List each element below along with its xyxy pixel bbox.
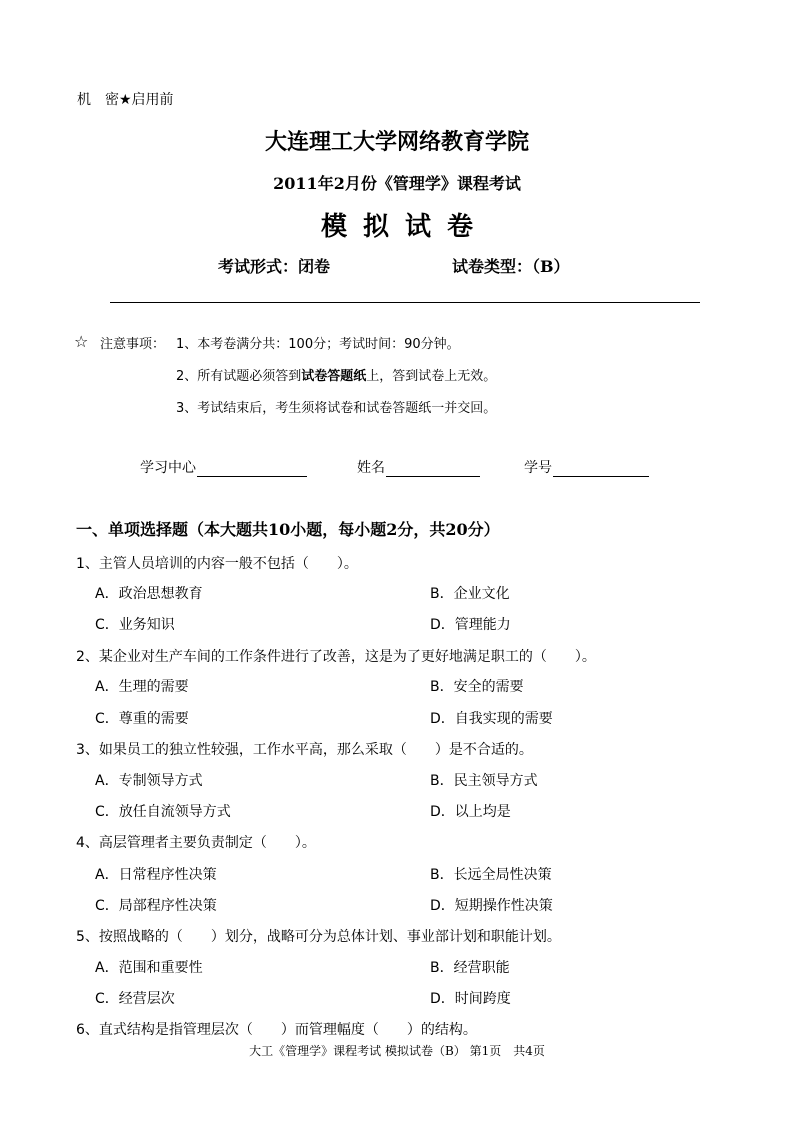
option-d: D．以上均是 bbox=[430, 804, 511, 820]
option-b: B．民主领导方式 bbox=[430, 773, 538, 789]
section-title: 一、单项选择题（本大题共10小题，每小题2分，共20分） bbox=[76, 520, 500, 539]
name-field bbox=[357, 457, 480, 477]
option-c: C．尊重的需要 bbox=[95, 711, 189, 727]
star-icon: ☆ bbox=[74, 332, 89, 351]
study-center-blank bbox=[197, 460, 307, 477]
notice-label: 注意事项： bbox=[100, 337, 166, 352]
option-b: B．企业文化 bbox=[430, 586, 510, 602]
option-c: C．放任自流领导方式 bbox=[95, 804, 231, 820]
notice-item-2-pre: 2、所有试题必须答到 bbox=[176, 369, 302, 384]
name-blank bbox=[386, 460, 480, 477]
option-c: C．局部程序性决策 bbox=[95, 898, 217, 914]
option-d: D．短期操作性决策 bbox=[430, 898, 553, 914]
question-stem: 2、某企业对生产车间的工作条件进行了改善，这是为了更好地满足职工的（ ）。 bbox=[76, 649, 596, 665]
option-a: A．专制领导方式 bbox=[95, 773, 203, 789]
course-title: 2011年2月份《管理学》课程考试 bbox=[273, 174, 521, 193]
option-a: A．日常程序性决策 bbox=[95, 867, 217, 883]
option-b: B．安全的需要 bbox=[430, 679, 524, 695]
paper-type: 试卷类型：（B） bbox=[452, 257, 570, 276]
notice-item-2 bbox=[176, 365, 496, 384]
option-b: B．经营职能 bbox=[430, 960, 510, 976]
student-id-blank bbox=[553, 460, 649, 477]
notice-item-2-post: 上，答到试卷上无效。 bbox=[366, 369, 497, 384]
question-stem: 4、高层管理者主要负责制定（ ）。 bbox=[76, 835, 316, 851]
notice-item-3: 3、考试结束后，考生须将试卷和试卷答题纸一并交回。 bbox=[176, 401, 497, 416]
paper-title: 模拟试卷 bbox=[320, 212, 489, 242]
question-stem: 5、按照战略的（ ）划分，战略可分为总体计划、事业部计划和职能计划。 bbox=[76, 929, 561, 945]
page-footer: 大工《管理学》课程考试 模拟试卷（B） 第1页 共4页 bbox=[249, 1044, 545, 1058]
study-center-field bbox=[140, 457, 307, 477]
option-b: B．长远全局性决策 bbox=[430, 867, 552, 883]
notice-item-1: 1、本考卷满分共：100分；考试时间：90分钟。 bbox=[176, 337, 460, 352]
student-id-label: 学号 bbox=[524, 460, 552, 476]
confidential-label: 机 密★启用前 bbox=[77, 92, 174, 108]
option-d: D．时间跨度 bbox=[430, 991, 511, 1007]
question-stem: 1、主管人员培训的内容一般不包括（ ）。 bbox=[76, 556, 358, 572]
option-c: C．经营层次 bbox=[95, 991, 175, 1007]
option-d: D．自我实现的需要 bbox=[430, 711, 553, 727]
option-d: D．管理能力 bbox=[430, 617, 511, 633]
option-c: C．业务知识 bbox=[95, 617, 175, 633]
exam-format: 考试形式：闭卷 bbox=[218, 257, 331, 276]
option-a: A．范围和重要性 bbox=[95, 960, 203, 976]
notice-item-2-bold: 试卷答题纸 bbox=[301, 369, 367, 384]
name-label: 姓名 bbox=[357, 460, 385, 476]
question-stem: 6、直式结构是指管理层次（ ）而管理幅度（ ）的结构。 bbox=[76, 1022, 477, 1038]
question-stem: 3、如果员工的独立性较强，工作水平高，那么采取（ ）是不合适的。 bbox=[76, 742, 533, 758]
study-center-label: 学习中心 bbox=[140, 460, 196, 476]
option-a: A．政治思想教育 bbox=[95, 586, 203, 602]
school-title: 大连理工大学网络教育学院 bbox=[264, 129, 529, 155]
student-id-field bbox=[524, 457, 649, 477]
header-divider bbox=[110, 302, 700, 303]
option-a: A．生理的需要 bbox=[95, 679, 189, 695]
